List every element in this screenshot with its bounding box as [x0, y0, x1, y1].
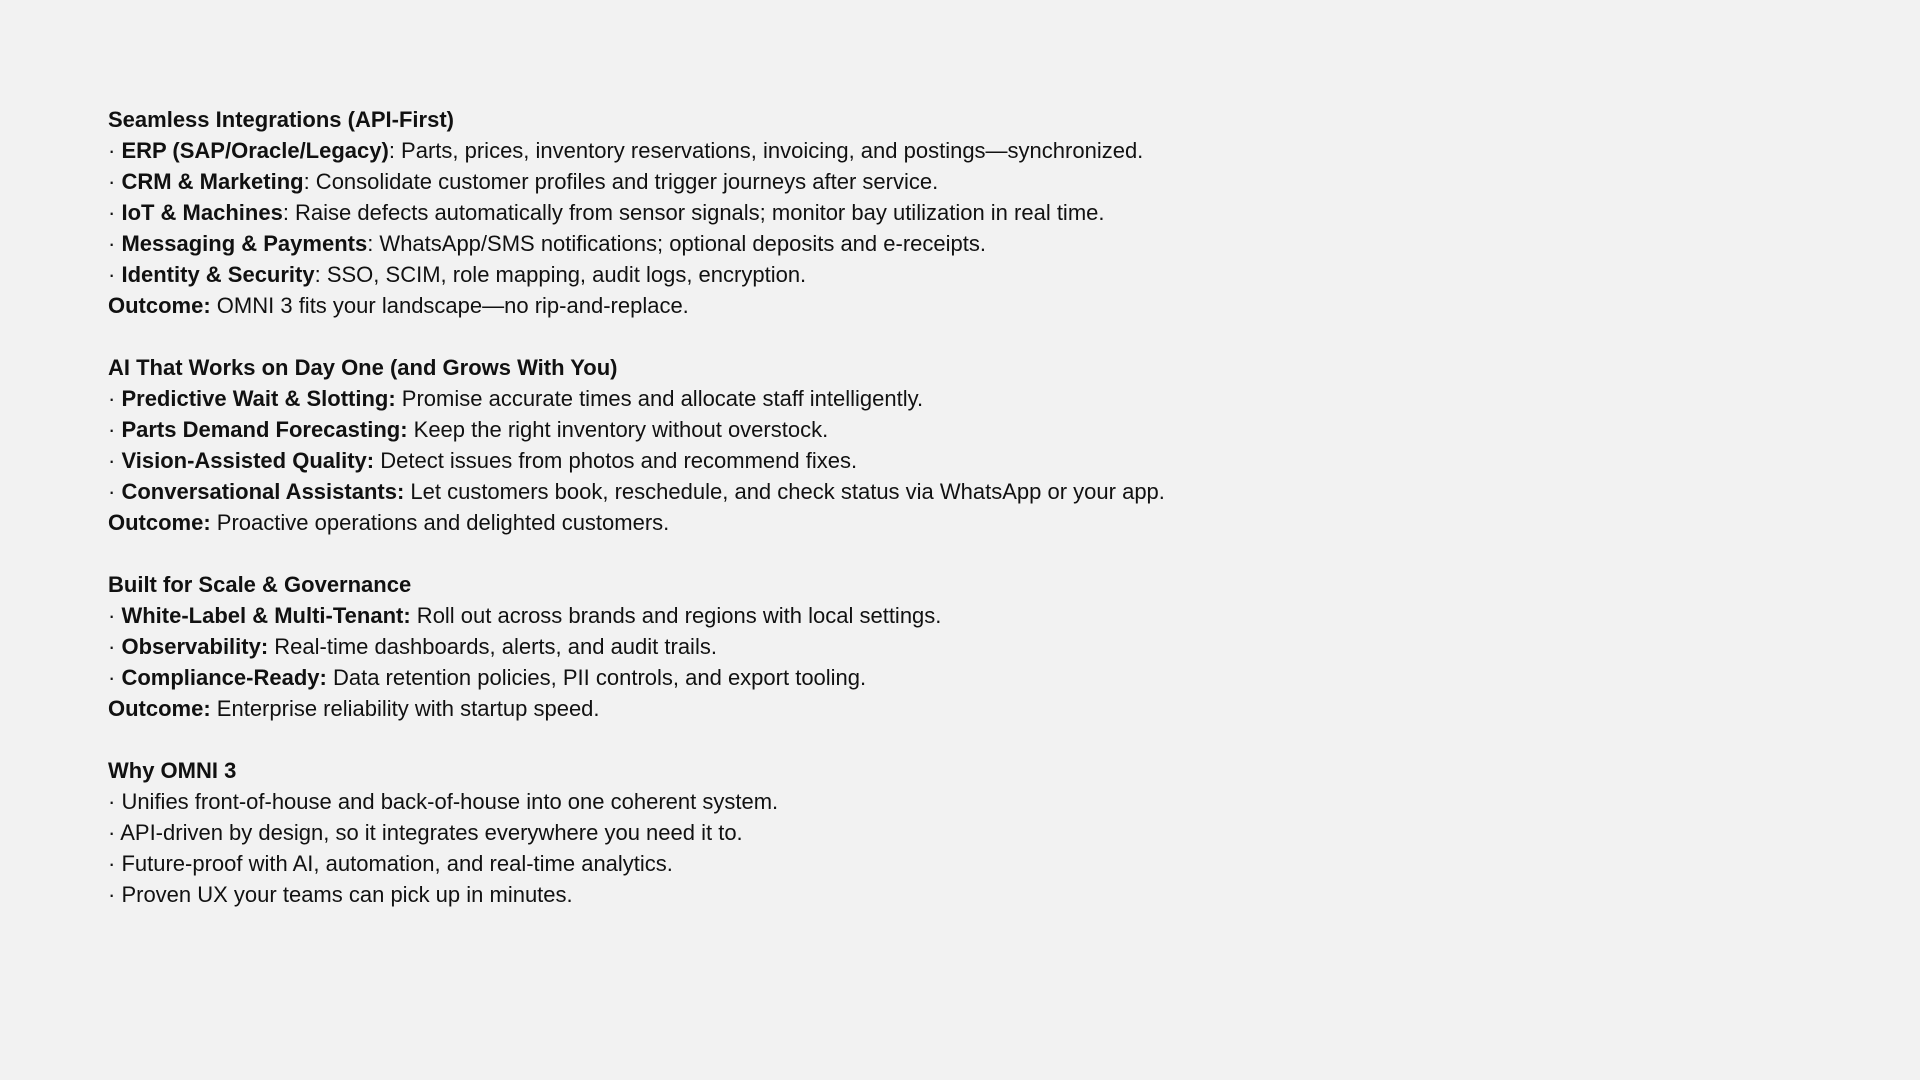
bullet-dot: ·: [108, 138, 122, 163]
bullet-dot: ·: [108, 448, 122, 473]
item-term: Observability:: [121, 634, 269, 659]
section-why-omni: [108, 755, 1808, 910]
list-item: [108, 166, 1808, 197]
item-description: : Parts, prices, inventory reservations, invoicing, and postings—synchronized.: [388, 138, 1144, 163]
outcome-label: Outcome:: [108, 696, 211, 721]
item-description: Data retention policies, PII controls, and export tooling.: [326, 665, 867, 690]
item-term: Predictive Wait & Slotting:: [121, 386, 396, 411]
item-description: Detect issues from photos and recommend fixes.: [374, 448, 858, 473]
section-heading: Built for Scale & Governance: [108, 572, 412, 597]
bullet-dot: ·: [108, 262, 122, 287]
bullet-dot: ·: [108, 231, 122, 256]
bullet-dot: ·: [108, 200, 122, 225]
item-term: ERP (SAP/Oracle/Legacy): [121, 138, 389, 163]
item-description: Real-time dashboards, alerts, and audit trails.: [268, 634, 717, 659]
item-description: : SSO, SCIM, role mapping, audit logs, encryption.: [314, 262, 807, 287]
item-term: Parts Demand Forecasting:: [121, 417, 408, 442]
outcome-line: [108, 290, 1808, 321]
item-term: Messaging & Payments: [121, 231, 368, 256]
bullet-dot: ·: [108, 417, 122, 442]
item-term: White-Label & Multi-Tenant:: [121, 603, 411, 628]
bullet-dot: ·: [108, 603, 122, 628]
section-integrations: [108, 104, 1808, 321]
list-item: · API-driven by design, so it integrates everywhere you need it to.: [108, 820, 743, 845]
list-item: · Unifies front-of-house and back-of-house into one coherent system.: [108, 789, 779, 814]
outcome-text: Enterprise reliability with startup speed.: [210, 696, 600, 721]
outcome-text: Proactive operations and delighted customers.: [210, 510, 670, 535]
list-item: [108, 414, 1808, 445]
list-item: [108, 259, 1808, 290]
item-description: Keep the right inventory without overstock.: [407, 417, 829, 442]
bullet-dot: ·: [108, 634, 122, 659]
item-term: Conversational Assistants:: [121, 479, 405, 504]
item-description: Promise accurate times and allocate staff intelligently.: [395, 386, 924, 411]
outcome-text: OMNI 3 fits your landscape—no rip-and-replace.: [210, 293, 689, 318]
list-item: [108, 631, 1808, 662]
item-description: : WhatsApp/SMS notifications; optional deposits and e-receipts.: [367, 231, 986, 256]
bullet-dot: ·: [108, 665, 122, 690]
item-description: Let customers book, reschedule, and check status via WhatsApp or your app.: [404, 479, 1165, 504]
list-item: [108, 662, 1808, 693]
item-description: Roll out across brands and regions with local settings.: [410, 603, 942, 628]
item-description: : Raise defects automatically from sensor signals; monitor bay utilization in real time.: [282, 200, 1105, 225]
section-heading: AI That Works on Day One (and Grows With You): [108, 355, 618, 380]
list-item: · Proven UX your teams can pick up in minutes.: [108, 882, 573, 907]
item-term: CRM & Marketing: [121, 169, 304, 194]
outcome-label: Outcome:: [108, 293, 211, 318]
list-item: [108, 445, 1808, 476]
document-body: [108, 104, 1808, 941]
list-item: [108, 228, 1808, 259]
item-term: Compliance-Ready:: [121, 665, 327, 690]
outcome-line: [108, 693, 1808, 724]
bullet-dot: ·: [108, 386, 122, 411]
item-description: : Consolidate customer profiles and trigger journeys after service.: [303, 169, 939, 194]
item-term: IoT & Machines: [121, 200, 283, 225]
bullet-dot: ·: [108, 479, 122, 504]
section-ai: [108, 352, 1808, 538]
section-scale-governance: [108, 569, 1808, 724]
outcome-line: [108, 507, 1808, 538]
list-item: [108, 197, 1808, 228]
section-heading: Seamless Integrations (API-First): [108, 107, 454, 132]
list-item: [108, 383, 1808, 414]
section-heading: Why OMNI 3: [108, 758, 237, 783]
list-item: [108, 135, 1808, 166]
outcome-label: Outcome:: [108, 510, 211, 535]
bullet-dot: ·: [108, 169, 122, 194]
list-item: · Future-proof with AI, automation, and real-time analytics.: [108, 851, 673, 876]
item-term: Identity & Security: [121, 262, 315, 287]
item-term: Vision-Assisted Quality:: [121, 448, 375, 473]
list-item: [108, 476, 1808, 507]
list-item: [108, 600, 1808, 631]
